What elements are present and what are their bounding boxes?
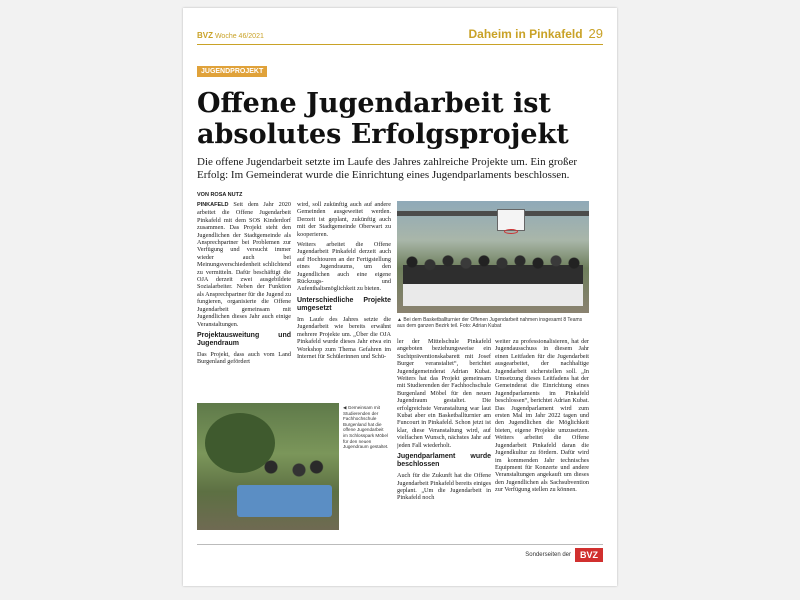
blue-sofa [237,485,332,517]
kicker-badge: JUGENDPROJEKT [197,66,267,77]
col2-paragraph-3: Im Laufe des Jahres setzte die Jugendarbeit wie bereits erwähnt mehrere Projekte um. „Über die OJA Pinkafeld wurde dieses Jahr etwa ein Workshop zum Thema Gefahren im Internet für Schülerinnen und Schü- [297,315,391,360]
newspaper-page [183,8,617,586]
header-brand [197,31,264,40]
col3-paragraph-1: ler der Mittelschule Pinkafeld angeboten beziehungsweise ein Suchtpräventionskabarett mit Josef Burger veranstaltet“, berichtet Jugendgemeinderat Adrian Kubat. Weiters hat das Projekt gemeinsam mit Studierenden der Fachhochschule Burgenland Möbel für den neuen Jugendraum gestaltet. Die erfolgreichste Veranstaltung war laut Kubat aber ein Basketballturnier am Funcourt in Pinkafeld. Schon jetzt ist klar, diese Veranstaltung wird, auf vielfachen Wunsch, nächstes Jahr auf jeden Fall wiederholt. [397,338,491,449]
col2-paragraph-2: Weiters arbeitet die Offene Jugendarbeit Pinkafeld derzeit auch auf Hochtouren an der Fertigstellung eines Jugendraums, um den Jugendlichen auch eine eigene Rückzugs- und Aufenthaltsmöglichkeit zu bieten. [297,241,391,293]
headline: Offene Jugendarbeit ist absolutes Erfolgsprojekt [197,88,569,150]
section-title: Daheim in Pinkafeld [468,27,583,41]
lead-paragraph: Die offene Jugendarbeit setzte im Laufe des Jahres zahlreiche Projekte um. Ein großer Erfolg: Im Gemeinderat wurde die Einrichtung eines Jugendparlaments beschlossen. [197,156,578,181]
byline: VON ROSA NUTZ [197,192,243,198]
header-divider [197,44,603,45]
footer-label: Sonderseiten der [525,552,571,558]
col1-text-1: Seit dem Jahr 2020 arbeitet die Offene Jugendarbeit Pinkafeld mit dem SOS Kinderdorf zusammen. Das Projekt steht den Jugendlichen der Stadtgemeinde als Ansprechpartner bei Problemen zur Verfügung und versucht immer wieder auch bei Meinungsverschiedenheit schlichtend zu vermitteln. Dafür beschäftigt die OJA derzeit zwei ausgebildete Sozialarbeiter. Neben der Funktion als Ansprechpartner für die Jugend zu fungieren, organisierte die Offene Jugendarbeit gemeinsam mit Jugendlichen dieses Jahr auch einige Veranstaltungen. [197,201,291,328]
section-header [469,26,604,41]
park-photo-caption: ◀ Gemeinsam mit Studierenden der Fachhochschule Burgenland hat die offene Jugendarbeit im Schlosspark Möbel für den neuen Jugendraum gestaltet. [343,405,389,450]
schlosspark-photo [197,403,339,530]
basketball-board [497,209,525,231]
subheading-projekte: Unterschiedliche Projekte umgesetzt [297,296,391,312]
col1-paragraph-1 [197,201,291,328]
dateline: PINKAFELD [197,202,229,208]
column-3 [397,338,491,538]
subheading-jugendparlament: Jugendparlament wurde beschlossen [397,453,491,469]
team-photo-caption: ▲ Bei dem Basketballturnier der Offenen Jugendarbeit nahmen insgesamt 8 Teams aus dem ganzen Bezirk teil. Foto: Adrian Kubat [397,317,583,329]
col4-paragraph-1: weiter zu professionalisieren, hat der Jugendausschuss in diesem Jahr einen Leitfaden für die Jugendarbeit ausgearbeitet, der nachhaltige Jugendarbeit sicherstellen soll. „In Umsetzung dieses Leitfadens hat der Gemeinderat die Einrichtung eines Jugendparlaments im Pinkafeld beschlossen“, berichtet Adrian Kubat. Das Jugendparlament wird zum ersten Mal im Jahr 2022 tagen und den Jugendlichen die Möglichkeit bieten, eigene Projekte umzusetzen. Weiters arbeitet die Offene Jugendarbeit Pinkafeld daran die Jugendkultur zu fördern. Dafür wird im kommenden Jahr technisches Equipment für Konzerte und andere Veranstaltungen angekauft um dieses den Jugendlichen als Sachsubvention zur Verfügung stellen zu können. [495,338,589,494]
col3-paragraph-2: Auch für die Zukunft hat die Offene Jugendarbeit Pinkafeld bereits einiges geplant. „Um die Jugendarbeit in Pinkafeld noch [397,472,491,502]
bvz-logo: BVZ [575,548,603,562]
footer-divider [197,544,603,545]
column-4 [495,338,589,538]
page-number: 29 [588,26,603,41]
subheading-projektausweitung: Projektausweitung und Jugendraum [197,331,291,347]
issue-label: Woche 46/2021 [214,33,264,40]
col2-paragraph-1: wird, soll zukünftig auch auf andere Gemeinden ausgeweitet werden. Derzeit ist geplant, zukünftig auch mit der Stadtgemeinde Oberwart zu kooperieren. [297,201,391,238]
team-group [403,251,583,306]
brand-name: BVZ [197,31,213,40]
column-1 [197,201,291,401]
column-2 [297,201,391,401]
basketball-team-photo [397,201,589,313]
col1-paragraph-2: Das Projekt, dass auch vom Land Burgenland gefördert [197,350,291,366]
